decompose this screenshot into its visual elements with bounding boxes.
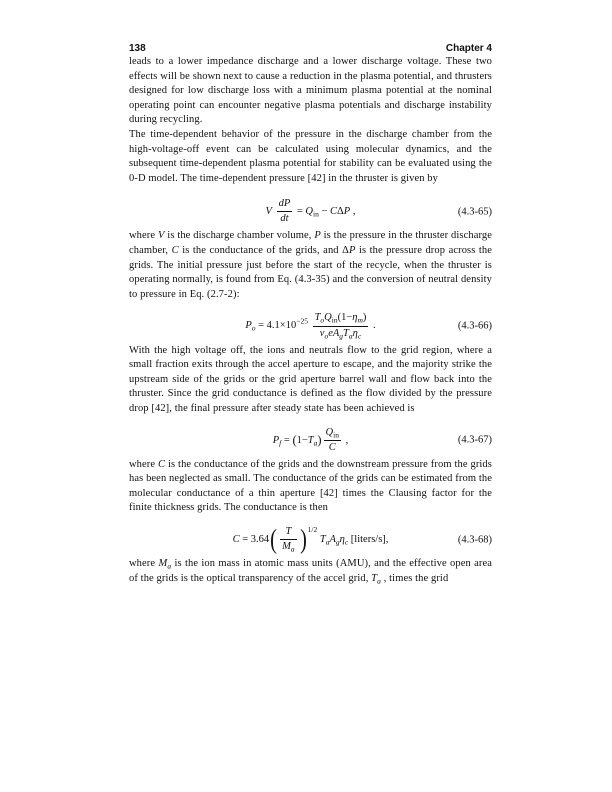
equation-number-67: (4.3-67) [457,434,492,446]
equation-row-66 [129,308,492,343]
math-token: C [232,534,240,545]
math-token: c [344,537,349,547]
math-token [308,320,311,331]
fraction-numerator [313,312,369,326]
open-paren: ( [270,524,277,555]
math-token: in [313,209,319,219]
math-token: = 3.64 [239,534,270,545]
math-token: m [357,315,363,325]
math-token: T [343,327,349,339]
equation-number-66: (4.3-66) [457,320,492,332]
math-token: V [265,206,272,218]
math-token: a [290,544,295,554]
math-token: is the pressure in the thruster discharge chamber, [129,230,492,257]
fraction-numerator [277,198,293,212]
math-token: leads to a lower impedance discharge and a lower discharge voltage. These two effects will be shown next to cause a reduction in the plasma potential, and thrusters designed for low discharge loss with a minimum plasma potential at the nominal operating point can encounter negative plasma potentials and discharge instability during recycling. [129,56,492,126]
math-token: , [350,206,356,218]
math-token: v [319,327,325,339]
math-token: η [352,327,358,339]
math-token: g [339,331,344,340]
math-token: C [330,206,338,218]
math-token: − [318,206,331,218]
fraction-numerator [324,427,341,441]
math-token: 1− [296,434,308,446]
math-token: η [352,312,358,324]
math-token: o [324,331,329,340]
math-token: dP [278,198,291,210]
page-header [129,43,492,55]
chapter-title: Chapter 4 [445,43,492,54]
fraction-denominator [277,212,293,225]
math-token: A [332,327,340,339]
math-token: , [342,434,349,446]
paragraph-4 [129,344,492,417]
math-token: Q [324,312,332,324]
paragraph-2 [129,128,492,186]
equation-number-65: (4.3-65) [457,206,492,218]
math-token: T [371,572,378,584]
paren-content [278,526,299,553]
math-token: −25 [296,316,308,326]
math-token: P [314,230,321,242]
math-token: A [329,534,336,545]
math-token: The time-dependent behavior of the pressure in the discharge chamber from the high-voltage-off event can be calculated using molecular dynamics, and the subsequent time-dependent plasma potential for stability can be evaluated using the 0-D model. The time-dependent pressure [42] in the thruster is given by [129,128,492,184]
paragraph-5 [129,458,492,516]
page-content [129,43,492,586]
math-token: C [171,245,179,257]
math-token: in [331,315,338,325]
math-token: M [158,558,168,570]
equation-66 [245,312,375,339]
math-token: in [333,430,339,440]
equation-65 [266,198,356,225]
equation-68 [233,526,389,553]
math-token: a [325,537,330,547]
math-token: ( [292,432,297,447]
fraction-denominator [280,540,297,553]
equation-row-67 [129,423,492,458]
paragraph-1 [129,55,492,128]
math-fraction [313,312,369,339]
fraction-numerator [280,526,297,540]
math-token: C [328,441,336,453]
math-fraction [324,427,341,454]
math-token: ) [362,312,367,324]
close-paren: ) [299,524,307,555]
equation-row-65 [129,194,492,229]
math-token: Q [325,426,334,438]
math-token: is the discharge chamber volume, [164,230,315,242]
math-token: f [279,438,282,447]
math-token: P [272,434,280,446]
math-paren-group [269,526,317,553]
math-token: where [129,230,158,242]
math-token: is the pressure drop across the grids. The initial pressure just before the start of the recycle, when the thruster is operating normally, is found from Eq. (4.3-35) and the conversion of neutral density to pressure in Eq. (2.7-2): [129,245,493,300]
math-token: o [320,315,325,325]
math-token: η [339,534,345,545]
math-token: P [348,245,356,257]
math-token: is the conductance of the grids, and Δ [178,245,349,257]
math-token: , times the grid [380,572,449,584]
math-token: V [157,230,165,242]
equation-row-68 [129,522,492,557]
math-token: (1− [337,312,353,324]
math-token: . [370,320,376,332]
math-token: T [314,312,321,324]
math-exponent: 1/2 [307,525,318,535]
equation-number-68: (4.3-68) [457,534,492,546]
math-token: where [129,558,159,570]
math-token: is the conductance of the grids and the downstream pressure from the grids has been neglected as small. The conductance of the grids can be estimated from the molecular conductance of a thin aperture [42] times the Clausing factor for the finite thickness grids. The conductance is then [129,458,492,514]
math-token: a [313,438,318,447]
math-token: T [285,526,292,538]
paragraph-3 [129,229,492,302]
math-token: P [245,320,252,332]
math-token: o [251,323,256,333]
math-token [272,206,275,217]
fraction-denominator [313,327,369,340]
math-token: a [377,576,381,586]
math-token: a [348,331,353,340]
math-fraction [280,526,297,553]
math-token: e [328,327,333,339]
math-token: M [282,541,291,553]
math-token: g [335,537,340,547]
math-token: c [357,331,362,340]
math-token: With the high voltage off, the ions and neutrals flow to the grid region, where a small fraction exits through the accel aperture to escape, and the majority strike the upstream side of the grids or the grid aperture barrel wall and flow back into the thruster. Since the grid conductance is defined as the flow divided by the pressure drop [42], the final pressure after steady state has been achieved is [129,344,492,414]
math-token: [liters/s], [348,534,389,545]
page-number: 138 [129,43,146,54]
math-fraction [277,198,293,225]
math-token: is the ion mass in atomic mass units (AMU), and the effective open area of the grids is the optical transparency of the accel grid, [129,558,492,584]
math-token: where [129,458,159,470]
math-token: Δ [337,206,344,218]
math-token: = [281,434,293,446]
fraction-denominator [324,441,341,454]
math-token: C [158,458,166,470]
math-token: dt [280,213,289,225]
math-token: = 4.1×10 [255,320,297,332]
math-token: Q [305,206,313,218]
math-token: T [319,534,326,545]
math-token: T [307,434,314,446]
math-token: = [294,206,306,218]
math-token: ) [317,432,322,447]
math-token: P [343,206,351,218]
paragraph-6 [129,557,492,586]
equation-67 [273,427,348,454]
math-token: a [167,561,172,571]
